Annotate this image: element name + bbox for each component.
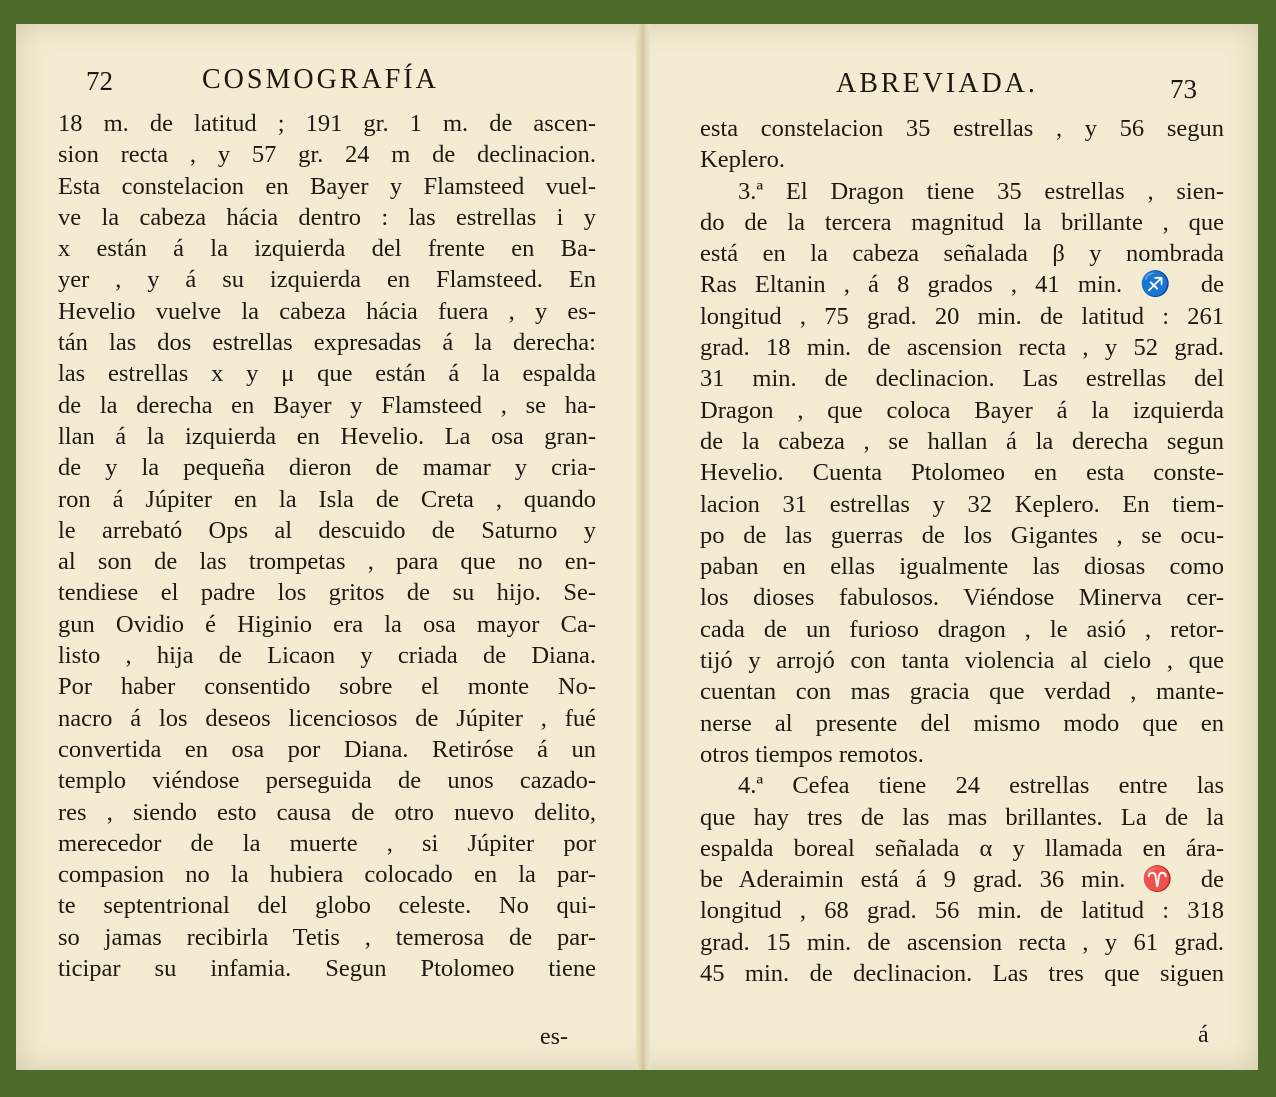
text-line: res , siendo esto causa de otro nuevo delito,: [58, 798, 596, 826]
text-line: le arrebató Ops al descuido de Saturno y: [58, 516, 596, 544]
text-line: sion recta , y 57 gr. 24 m de declinacion.: [58, 141, 596, 169]
text-line: tán las dos estrellas expresadas á la derecha:: [58, 329, 596, 357]
text-line: Hevelio vuelve la cabeza hácia fuera , y es-: [58, 297, 596, 325]
text-line: Esta constelacion en Bayer y Flamsteed vuel-: [58, 172, 596, 200]
text-line: que hay tres de las mas brillantes. La de la: [700, 803, 1224, 831]
text-line: nacro á los deseos licenciosos de Júpiter , fué: [58, 704, 596, 732]
text-line: 3.ª El Dragon tiene 35 estrellas , sien-: [738, 177, 1224, 205]
left-catchword: es-: [540, 1024, 568, 1050]
text-line: convertida en osa por Diana. Retiróse á un: [58, 735, 596, 763]
text-line: merecedor de la muerte , si Júpiter por: [58, 829, 596, 857]
text-line: 31 min. de declinacion. Las estrellas del: [700, 365, 1224, 393]
text-line: x están á la izquierda del frente en Ba-: [58, 235, 596, 263]
text-line: po de las guerras de los Gigantes , se ocu-: [700, 521, 1224, 549]
book-spread: [16, 24, 1258, 1070]
text-line: grad. 18 min. de ascension recta , y 52 grad.: [700, 334, 1224, 362]
text-line: ron á Júpiter en la Isla de Creta , quando: [58, 485, 596, 513]
left-page: [16, 24, 636, 1070]
text-line: al son de las trompetas , para que no en-: [58, 548, 596, 576]
book-gutter: [636, 24, 650, 1070]
left-page-number: 72: [86, 66, 113, 96]
right-running-head: ABREVIADA.: [836, 68, 1038, 99]
text-line: llan á la izquierda en Hevelio. La osa gran-: [58, 422, 596, 450]
text-line: esta constelacion 35 estrellas , y 56 segun: [700, 115, 1224, 142]
text-line: be Aderaimin está á 9 grad. 36 min. ♈ de: [700, 866, 1224, 894]
text-line: de y la pequeña dieron de mamar y cria-: [58, 454, 596, 482]
text-line: está en la cabeza señalada β y nombrada: [700, 240, 1224, 268]
text-line: cuentan con mas gracia que verdad , mante-: [700, 678, 1224, 706]
text-line: de la cabeza , se hallan á la derecha segun: [700, 427, 1224, 455]
text-line: espalda boreal señalada α y llamada en ára-: [700, 834, 1224, 862]
text-line: cada de un furioso dragon , le asió , retor-: [700, 615, 1224, 643]
text-line: 45 min. de declinacion. Las tres que siguen: [700, 960, 1224, 988]
text-line: de la derecha en Bayer y Flamsteed , se ha-: [58, 391, 596, 419]
text-line: ticipar su infamia. Segun Ptolomeo tiene: [58, 955, 596, 983]
right-page-number: 73: [1170, 74, 1197, 104]
text-line: lacion 31 estrellas y 32 Keplero. En tiem-: [700, 490, 1224, 518]
text-line: 18 m. de latitud ; 191 gr. 1 m. de ascen-: [58, 110, 596, 137]
text-line: longitud , 68 grad. 56 min. de latitud : 318: [700, 897, 1224, 925]
text-line: Keplero.: [700, 146, 786, 174]
text-line: Por haber consentido sobre el monte No-: [58, 673, 596, 701]
left-running-head: COSMOGRAFÍA: [202, 64, 439, 95]
text-line: Dragon , que coloca Bayer á la izquierda: [700, 396, 1224, 424]
text-line: tijó y arrojó con tanta violencia al cielo , que: [700, 647, 1224, 675]
text-line: gun Ovidio é Higinio era la osa mayor Ca-: [58, 610, 596, 638]
text-line: te septentrional del globo celeste. No qui-: [58, 892, 596, 920]
text-line: longitud , 75 grad. 20 min. de latitud : 261: [700, 302, 1224, 330]
text-line: los dioses fabulosos. Viéndose Minerva cer-: [700, 584, 1224, 612]
text-line: do de la tercera magnitud la brillante , que: [700, 208, 1224, 236]
text-line: so jamas recibirla Tetis , temerosa de par-: [58, 923, 596, 951]
text-line: templo viéndose perseguida de unos cazado-: [58, 767, 596, 795]
text-line: ve la cabeza hácia dentro : las estrellas i y: [58, 203, 596, 231]
text-line: Hevelio. Cuenta Ptolomeo en esta conste-: [700, 459, 1224, 487]
right-catchword: á: [1198, 1022, 1209, 1048]
text-line: Ras Eltanin , á 8 grados , 41 min. ♐ de: [700, 271, 1224, 299]
left-body-text: [58, 108, 596, 984]
text-line: listo , hija de Licaon y criada de Diana.: [58, 642, 596, 670]
text-line: otros tiempos remotos.: [700, 740, 924, 768]
text-line: compasion no la hubiera colocado en la par-: [58, 861, 596, 889]
right-body-text: [700, 113, 1224, 989]
text-line: yer , y á su izquierda en Flamsteed. En: [58, 266, 596, 294]
right-page: [650, 24, 1258, 1070]
text-line: 4.ª Cefea tiene 24 estrellas entre las: [738, 772, 1224, 800]
text-line: las estrellas x y μ que están á la espalda: [58, 360, 596, 388]
text-line: tendiese el padre los gritos de su hijo. Se-: [58, 579, 596, 607]
text-line: nerse al presente del mismo modo que en: [700, 709, 1224, 737]
text-line: grad. 15 min. de ascension recta , y 61 grad.: [700, 928, 1224, 956]
text-line: paban en ellas igualmente las diosas como: [700, 553, 1224, 581]
